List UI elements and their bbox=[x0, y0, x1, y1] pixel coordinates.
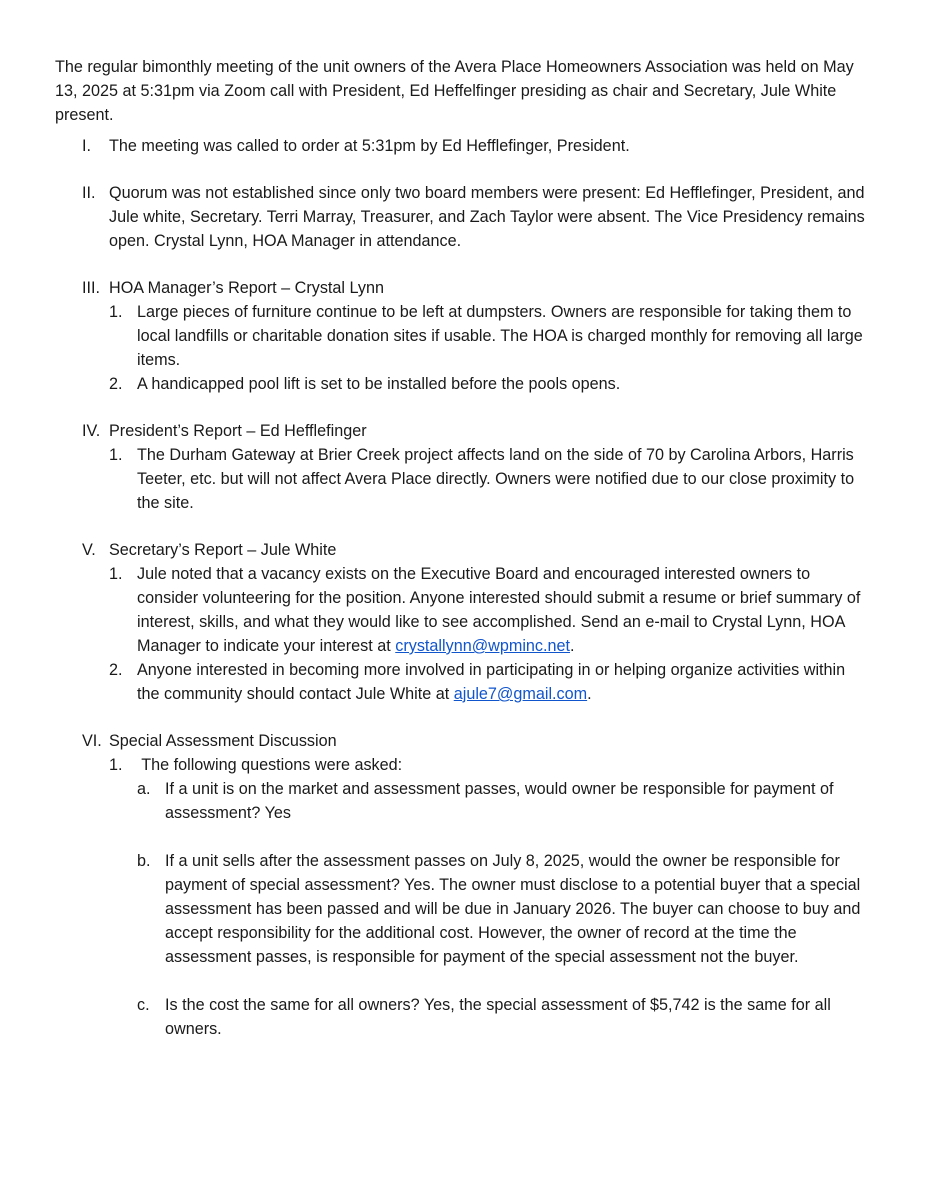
item-text: A handicapped pool lift is set to be installed before the pools opens. bbox=[137, 375, 621, 393]
item-number: 1. bbox=[109, 565, 123, 583]
question-letter: a. bbox=[137, 780, 151, 798]
section-heading: Special Assessment Discussion bbox=[109, 732, 337, 750]
meeting-minutes-document bbox=[55, 55, 870, 1041]
item-text-after: . bbox=[570, 637, 575, 655]
section-numeral: V. bbox=[82, 541, 96, 559]
item-number: 1. bbox=[109, 756, 123, 774]
section-heading: President’s Report – Ed Hefflefinger bbox=[109, 422, 367, 440]
item-text-main: Anyone interested in becoming more involved in participating in or helping organize activities within the community should contact Jule White at bbox=[137, 661, 846, 703]
section-heading: Secretary’s Report – Jule White bbox=[109, 541, 337, 559]
question-text: Is the cost the same for all owners? Yes, the special assessment of $5,742 is the same for all owners. bbox=[165, 996, 831, 1038]
list-item bbox=[109, 372, 870, 396]
section-numeral: II. bbox=[82, 184, 96, 202]
item-number: 1. bbox=[109, 446, 123, 464]
item-text: The Durham Gateway at Brier Creek project affects land on the side of 70 by Carolina Arbors, Harris Teeter, etc. but will not affect Avera Place directly. Owners were notified due to our close proximity to the site. bbox=[137, 446, 855, 512]
section-v bbox=[55, 538, 870, 706]
section-vi bbox=[55, 729, 870, 1041]
section-heading: HOA Manager’s Report – Crystal Lynn bbox=[109, 279, 385, 297]
list-item bbox=[109, 562, 870, 658]
item-text-main: Jule noted that a vacancy exists on the Executive Board and encouraged interested owners to consider volunteering for the position. Anyone interested should submit a resume or brief summary of interest, skills, and what they would like to see accomplished. Send an e-mail to Crystal Lynn, HOA Manager to indicate your interest at bbox=[137, 565, 861, 655]
section-iii bbox=[55, 276, 870, 396]
question-text: If a unit sells after the assessment passes on July 8, 2025, would the owner be responsible for payment of special assessment? Yes. The owner must disclose to a potential buyer that a special assessment has been passed and will be due in January 2026. The buyer can choose to buy and accept responsibility for the additional cost. However, the owner of record at the time the assessment passes, is responsible for payment of the special assessment not the buyer. bbox=[165, 852, 861, 966]
list-item bbox=[109, 658, 870, 706]
list-item bbox=[109, 753, 870, 777]
item-text-after: . bbox=[587, 685, 592, 703]
crystal-email-link[interactable]: crystallynn@wpminc.net bbox=[395, 637, 571, 655]
question-letter: c. bbox=[137, 996, 150, 1014]
item-number: 2. bbox=[109, 375, 123, 393]
section-ii bbox=[55, 181, 870, 253]
list-item bbox=[109, 300, 870, 372]
jule-email-link[interactable]: ajule7@gmail.com bbox=[453, 685, 588, 703]
question-item bbox=[109, 993, 870, 1041]
item-text: The following questions were asked: bbox=[137, 756, 403, 774]
question-item bbox=[109, 777, 870, 825]
intro-paragraph: The regular bimonthly meeting of the unit owners of the Avera Place Homeowners Association was held on May 13, 2025 at 5:31pm via Zoom call with President, Ed Heffelfinger presiding as chair and Secretary, Jule White present. bbox=[55, 58, 854, 124]
question-text: If a unit is on the market and assessment passes, would owner be responsible for payment of assessment? Yes bbox=[165, 780, 834, 822]
question-letter: b. bbox=[137, 852, 151, 870]
item-number: 2. bbox=[109, 661, 123, 679]
item-text bbox=[137, 562, 870, 658]
section-i bbox=[55, 134, 870, 158]
item-text bbox=[137, 658, 870, 706]
section-text: The meeting was called to order at 5:31pm by Ed Hefflefinger, President. bbox=[109, 137, 630, 155]
item-text: Large pieces of furniture continue to be left at dumpsters. Owners are responsible for taking them to local landfills or charitable donation sites if usable. The HOA is charged monthly for removing all large items. bbox=[137, 303, 863, 369]
section-numeral: III. bbox=[82, 279, 100, 297]
section-numeral: VI. bbox=[82, 732, 102, 750]
section-text: Quorum was not established since only two board members were present: Ed Hefflefinger, President, and Jule white, Secretary. Terri Marray, Treasurer, and Zach Taylor were absent. The Vice Presidency remains open. Crystal Lynn, HOA Manager in attendance. bbox=[109, 184, 865, 250]
section-numeral: IV. bbox=[82, 422, 101, 440]
section-numeral: I. bbox=[82, 137, 91, 155]
list-item bbox=[109, 443, 870, 515]
section-iv bbox=[55, 419, 870, 515]
item-number: 1. bbox=[109, 303, 123, 321]
question-item bbox=[109, 849, 870, 969]
